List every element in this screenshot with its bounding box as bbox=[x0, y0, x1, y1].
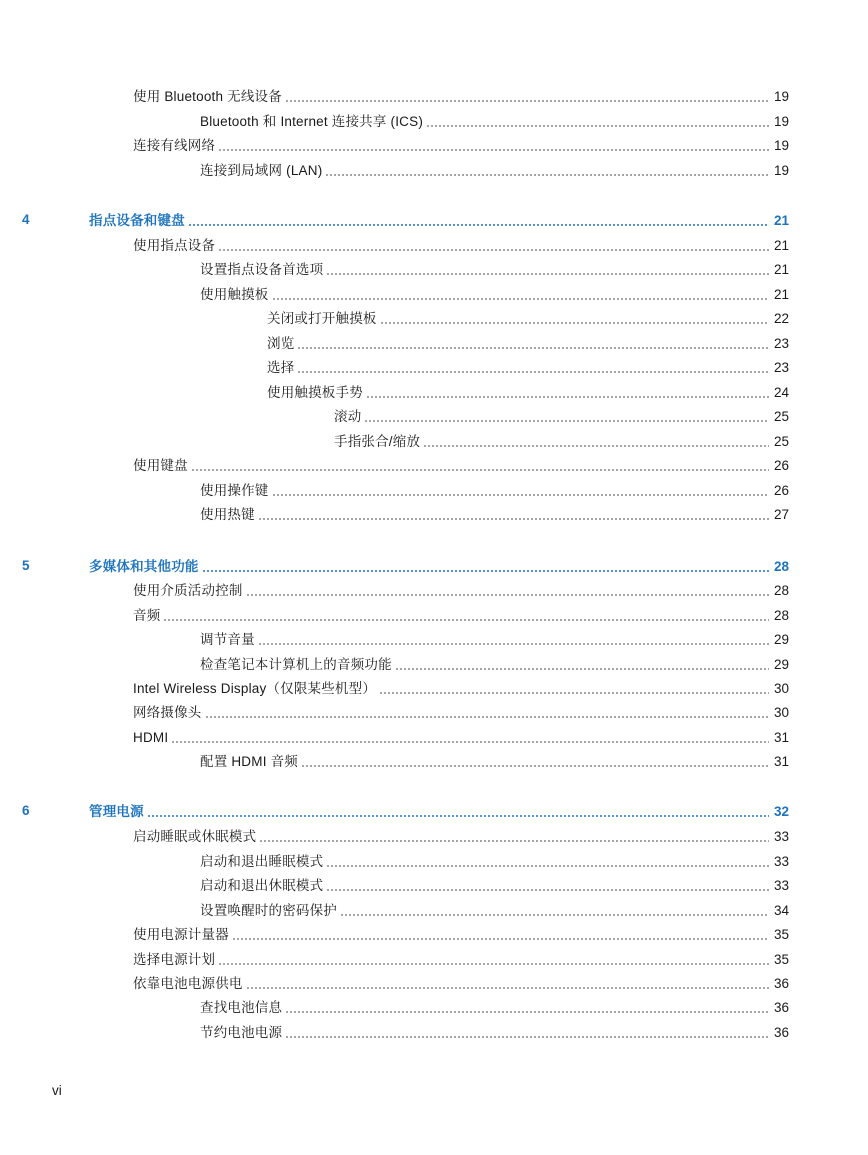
toc-entry-title: 查找电池信息 bbox=[200, 1000, 283, 1015]
toc-entry[interactable] bbox=[133, 925, 789, 943]
leader-dots bbox=[297, 347, 769, 349]
toc-entry[interactable] bbox=[200, 260, 789, 278]
leader-dots bbox=[301, 765, 769, 767]
leader-dots bbox=[325, 174, 769, 176]
leader-dots bbox=[246, 594, 769, 596]
toc-entry-page: 36 bbox=[773, 1000, 789, 1015]
toc-entry[interactable] bbox=[200, 655, 789, 673]
toc-entry-title: 选择 bbox=[267, 360, 295, 375]
toc-entry-title: 依靠电池电源供电 bbox=[133, 976, 243, 991]
toc-entry-title: 选择电源计划 bbox=[133, 952, 216, 967]
toc-entry-page: 25 bbox=[773, 409, 789, 424]
toc-entry-page: 29 bbox=[773, 632, 789, 647]
toc-entry-title: 管理电源 bbox=[89, 804, 144, 819]
leader-dots bbox=[326, 889, 769, 891]
leader-dots bbox=[285, 1036, 769, 1038]
toc-entry-title: 设置唤醒时的密码保护 bbox=[200, 903, 337, 918]
toc-entry[interactable] bbox=[267, 334, 789, 352]
toc-entry[interactable] bbox=[267, 309, 789, 327]
leader-dots bbox=[326, 865, 769, 867]
toc-entry[interactable] bbox=[267, 383, 789, 401]
toc-entry-title: Bluetooth 和 Internet 连接共享 (ICS) bbox=[200, 114, 424, 129]
toc-entry[interactable] bbox=[133, 87, 789, 105]
toc-entry-page: 28 bbox=[773, 608, 789, 623]
toc-chapter-4[interactable] bbox=[22, 211, 789, 229]
leader-dots bbox=[379, 692, 769, 694]
toc-entry[interactable] bbox=[133, 827, 789, 845]
leader-dots bbox=[202, 570, 769, 572]
toc-entry-title: 使用操作键 bbox=[200, 483, 269, 498]
toc-entry-title: 滚动 bbox=[334, 409, 362, 424]
page-number: vi bbox=[52, 1083, 62, 1098]
toc-entry-title: 节约电池电源 bbox=[200, 1025, 283, 1040]
toc-entry[interactable] bbox=[133, 728, 789, 746]
leader-dots bbox=[340, 914, 769, 916]
toc-entry[interactable] bbox=[267, 358, 789, 376]
toc-entry-title: 使用电源计量器 bbox=[133, 927, 229, 942]
toc-entry-page: 21 bbox=[773, 262, 789, 277]
toc-entry[interactable] bbox=[133, 950, 789, 968]
toc-entry-title: 使用键盘 bbox=[133, 458, 188, 473]
toc-entry-page: 25 bbox=[773, 434, 789, 449]
leader-dots bbox=[259, 840, 769, 842]
toc-entry-title: 检查笔记本计算机上的音频功能 bbox=[200, 657, 392, 672]
toc-entry[interactable] bbox=[133, 679, 789, 697]
toc-entry-page: 21 bbox=[773, 213, 789, 228]
toc-entry-page: 28 bbox=[773, 583, 789, 598]
toc-entry[interactable] bbox=[133, 236, 789, 254]
toc-entry-title: 音频 bbox=[133, 608, 161, 623]
toc-entry[interactable] bbox=[200, 630, 789, 648]
toc-entry-title: 网络摄像头 bbox=[133, 705, 202, 720]
leader-dots bbox=[366, 396, 769, 398]
leader-dots bbox=[426, 125, 769, 127]
toc-entry[interactable] bbox=[200, 285, 789, 303]
leader-dots bbox=[395, 668, 769, 670]
toc-entry-title: 连接有线网络 bbox=[133, 138, 216, 153]
toc-entry-page: 30 bbox=[773, 705, 789, 720]
toc-entry[interactable] bbox=[200, 481, 789, 499]
leader-dots bbox=[246, 987, 769, 989]
toc-entry-page: 21 bbox=[773, 287, 789, 302]
toc-entry[interactable] bbox=[200, 852, 789, 870]
toc-entry-title: 调节音量 bbox=[200, 632, 255, 647]
leader-dots bbox=[232, 938, 769, 940]
leader-dots bbox=[285, 100, 769, 102]
toc-entry-page: 33 bbox=[773, 878, 789, 893]
chapter-number: 4 bbox=[22, 212, 30, 227]
toc-entry-title: 使用介质活动控制 bbox=[133, 583, 243, 598]
toc-chapter-6[interactable] bbox=[22, 802, 789, 820]
toc-entry[interactable] bbox=[133, 606, 789, 624]
leader-dots bbox=[272, 298, 769, 300]
leader-dots bbox=[380, 322, 769, 324]
toc-entry-page: 19 bbox=[773, 89, 789, 104]
toc-entry-page: 19 bbox=[773, 163, 789, 178]
leader-dots bbox=[171, 741, 769, 743]
toc-entry-page: 29 bbox=[773, 657, 789, 672]
toc-entry-title: HDMI bbox=[133, 730, 169, 745]
toc-entry-title: 配置 HDMI 音频 bbox=[200, 754, 298, 769]
leader-dots bbox=[297, 371, 769, 373]
toc-entry[interactable] bbox=[200, 901, 789, 919]
toc-entry-title: 使用指点设备 bbox=[133, 238, 216, 253]
leader-dots bbox=[218, 149, 769, 151]
toc-entry-title: 手指张合/缩放 bbox=[334, 434, 421, 449]
toc-entry-page: 33 bbox=[773, 854, 789, 869]
toc-entry-page: 36 bbox=[773, 1025, 789, 1040]
leader-dots bbox=[191, 469, 769, 471]
toc-entry[interactable] bbox=[200, 112, 789, 130]
toc-entry-title: 使用触摸板手势 bbox=[267, 385, 363, 400]
toc-entry-page: 19 bbox=[773, 138, 789, 153]
toc-entry[interactable] bbox=[334, 407, 789, 425]
toc-entry-title: 多媒体和其他功能 bbox=[89, 559, 199, 574]
toc-entry-page: 32 bbox=[773, 804, 789, 819]
toc-entry-page: 35 bbox=[773, 927, 789, 942]
toc-entry[interactable] bbox=[133, 974, 789, 992]
toc-entry-page: 28 bbox=[773, 559, 789, 574]
toc-entry-title: 启动睡眠或休眠模式 bbox=[133, 829, 257, 844]
toc-entry[interactable] bbox=[200, 998, 789, 1016]
toc-entry-page: 26 bbox=[773, 483, 789, 498]
leader-dots bbox=[364, 420, 769, 422]
toc-entry-page: 21 bbox=[773, 238, 789, 253]
toc-entry-page: 23 bbox=[773, 360, 789, 375]
toc-entry[interactable] bbox=[133, 581, 789, 599]
toc-entry-page: 23 bbox=[773, 336, 789, 351]
toc-entry-title: 设置指点设备首选项 bbox=[200, 262, 324, 277]
leader-dots bbox=[205, 716, 769, 718]
toc-entry[interactable] bbox=[200, 876, 789, 894]
leader-dots bbox=[188, 224, 769, 226]
leader-dots bbox=[218, 249, 769, 251]
chapter-number: 5 bbox=[22, 558, 30, 573]
toc-entry-page: 22 bbox=[773, 311, 789, 326]
toc-entry[interactable] bbox=[200, 505, 789, 523]
toc-entry-page: 33 bbox=[773, 829, 789, 844]
toc-entry[interactable] bbox=[200, 752, 789, 770]
toc-entry[interactable] bbox=[200, 1023, 789, 1041]
toc-entry-title: 指点设备和键盘 bbox=[89, 213, 185, 228]
leader-dots bbox=[285, 1011, 769, 1013]
toc-entry-page: 24 bbox=[773, 385, 789, 400]
toc-entry-page: 36 bbox=[773, 976, 789, 991]
toc-entry-page: 35 bbox=[773, 952, 789, 967]
toc-entry-title: 关闭或打开触摸板 bbox=[267, 311, 377, 326]
toc-entry-title: 启动和退出睡眠模式 bbox=[200, 854, 324, 869]
toc-entry-page: 30 bbox=[773, 681, 789, 696]
toc-entry-page: 34 bbox=[773, 903, 789, 918]
leader-dots bbox=[258, 518, 769, 520]
leader-dots bbox=[272, 494, 769, 496]
leader-dots bbox=[163, 619, 769, 621]
toc-entry-page: 19 bbox=[773, 114, 789, 129]
toc-entry[interactable] bbox=[200, 161, 789, 179]
toc-entry[interactable] bbox=[133, 703, 789, 721]
toc-entry[interactable] bbox=[133, 136, 789, 154]
leader-dots bbox=[147, 815, 769, 817]
toc-entry-title: 启动和退出休眠模式 bbox=[200, 878, 324, 893]
toc-entry-title: 使用触摸板 bbox=[200, 287, 269, 302]
leader-dots bbox=[258, 643, 769, 645]
toc-entry-title: 连接到局域网 (LAN) bbox=[200, 163, 323, 178]
toc-entry-page: 27 bbox=[773, 507, 789, 522]
chapter-number: 6 bbox=[22, 803, 30, 818]
toc-entry-title: Intel Wireless Display（仅限某些机型） bbox=[133, 681, 377, 696]
toc-entry-title: 浏览 bbox=[267, 336, 295, 351]
toc-entry[interactable] bbox=[133, 456, 789, 474]
leader-dots bbox=[423, 445, 769, 447]
toc-entry-title: 使用热键 bbox=[200, 507, 255, 522]
leader-dots bbox=[326, 273, 769, 275]
toc-entry-page: 31 bbox=[773, 730, 789, 745]
toc-entry[interactable] bbox=[334, 432, 789, 450]
toc-entry-page: 31 bbox=[773, 754, 789, 769]
toc-entry-page: 26 bbox=[773, 458, 789, 473]
leader-dots bbox=[218, 963, 769, 965]
toc-chapter-5[interactable] bbox=[22, 557, 789, 575]
toc-entry-title: 使用 Bluetooth 无线设备 bbox=[133, 89, 282, 104]
